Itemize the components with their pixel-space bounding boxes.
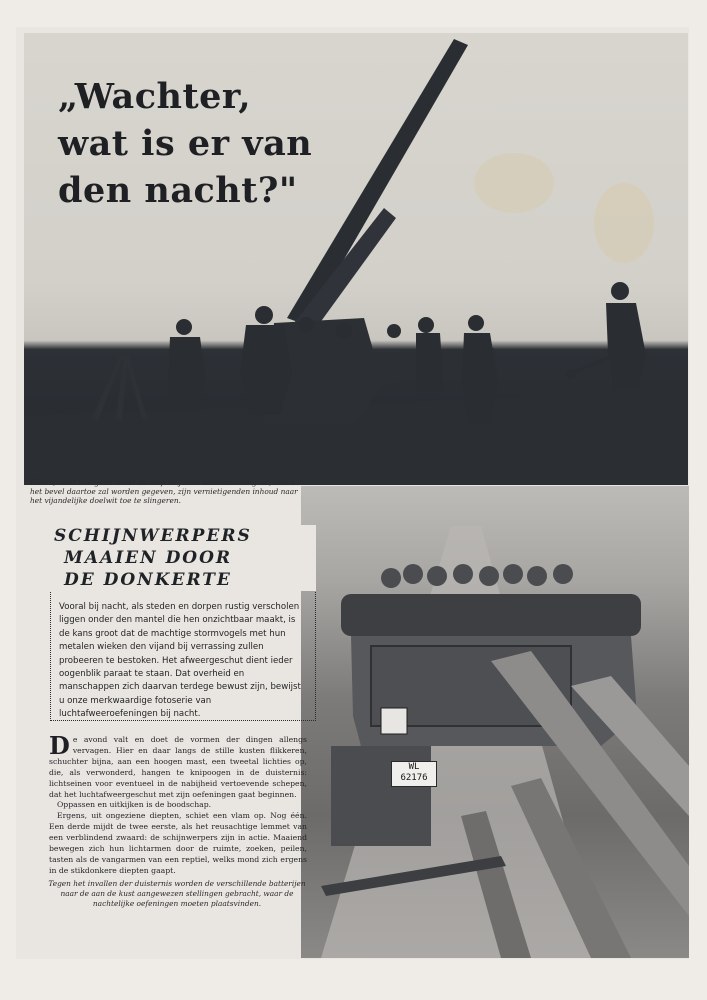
article-paragraph-2: Oppassen en uitkijken is de boodschap. xyxy=(57,800,212,810)
box-title-line-2: MAAIEN DOOR xyxy=(64,548,233,568)
article-paragraph-3: Ergens, uit ongeziene diepten, schiet een vlam op. Nog één. Een derde mijdt de twee eerste, als het reusachtige lemmet van een verblindend zwaard: de schijnwerpers zijn in actie. Maaiend bewegen zich hun lichtarmen door de ruimte, zoeken, peilen, tasten als de vangarmen van een reptiel, welks mond zich ergens in de stikdonkere diepten gaapt. xyxy=(49,811,307,875)
license-plate xyxy=(391,761,437,787)
box-title-line-1: SCHIJNWERPERS xyxy=(54,526,252,546)
box-title xyxy=(50,525,316,591)
searchlight-truck-photo xyxy=(301,486,689,958)
dropcap: D xyxy=(49,731,70,760)
headline-line-3: den nacht?" xyxy=(58,170,298,211)
headline-line-2: wat is er van xyxy=(58,123,313,164)
box-title-line-3: DE DONKERTE xyxy=(64,570,232,590)
license-plate-line-2: 62176 xyxy=(400,773,428,783)
bottom-caption: Tegen het invallen der duisternis worden de verschillende batterijen naar de aan de kust aangewezen stellingen gebracht, waar de nachtelijke oefeningen moeten plaatsvinden. xyxy=(48,879,306,908)
top-photo-caption: Flaats, rust! Dreigend zoekt de loop de juiste beweltrichting uit, zodra het bevel daartoe zal worden gegeven, zijn vernietigenden inhoud naar het vijandelijke doelwit toe te slingeren. xyxy=(30,478,298,505)
anti-aircraft-gun-photo xyxy=(24,33,688,485)
article-paragraph-1: e avond valt en doet de vormen der dingen allengs vervagen. Hier en daar langs de stille kusten flikkeren, schuchter bijna, aan een hoogen mast, een tweetal lichties op, die, als verwonderd, hangen te knipoogen in de duisternis: lichtseinen voor eventueel in de nabijheid vertoevende schepen, dat het luchtafweergeschut met zijn oefeningen gaat beginnen. xyxy=(49,735,307,799)
license-plate-line-1: WL xyxy=(408,762,420,772)
headline xyxy=(58,73,388,214)
magazine-page xyxy=(16,27,689,959)
article-body xyxy=(49,731,307,877)
truck-illustration xyxy=(301,486,689,958)
headline-line-1: „Wachter, xyxy=(58,76,252,117)
box-text: Vooral bij nacht, als steden en dorpen rustig verscholen liggen onder den mantel die hen onzichtbaar maakt, is de kans groot dat de machtige stormvogels met hun metalen wieken den vijand bij verrassing zullen probeeren te bestoken. Het afweergeschut dient ieder oogenblik paraat te staan. Dat overheid en manschappen zich daarvan terdege bewust zijn, bewijst u onze merkwaardige fotoserie van luchtafweeroefeningen bij nacht. xyxy=(59,602,301,720)
